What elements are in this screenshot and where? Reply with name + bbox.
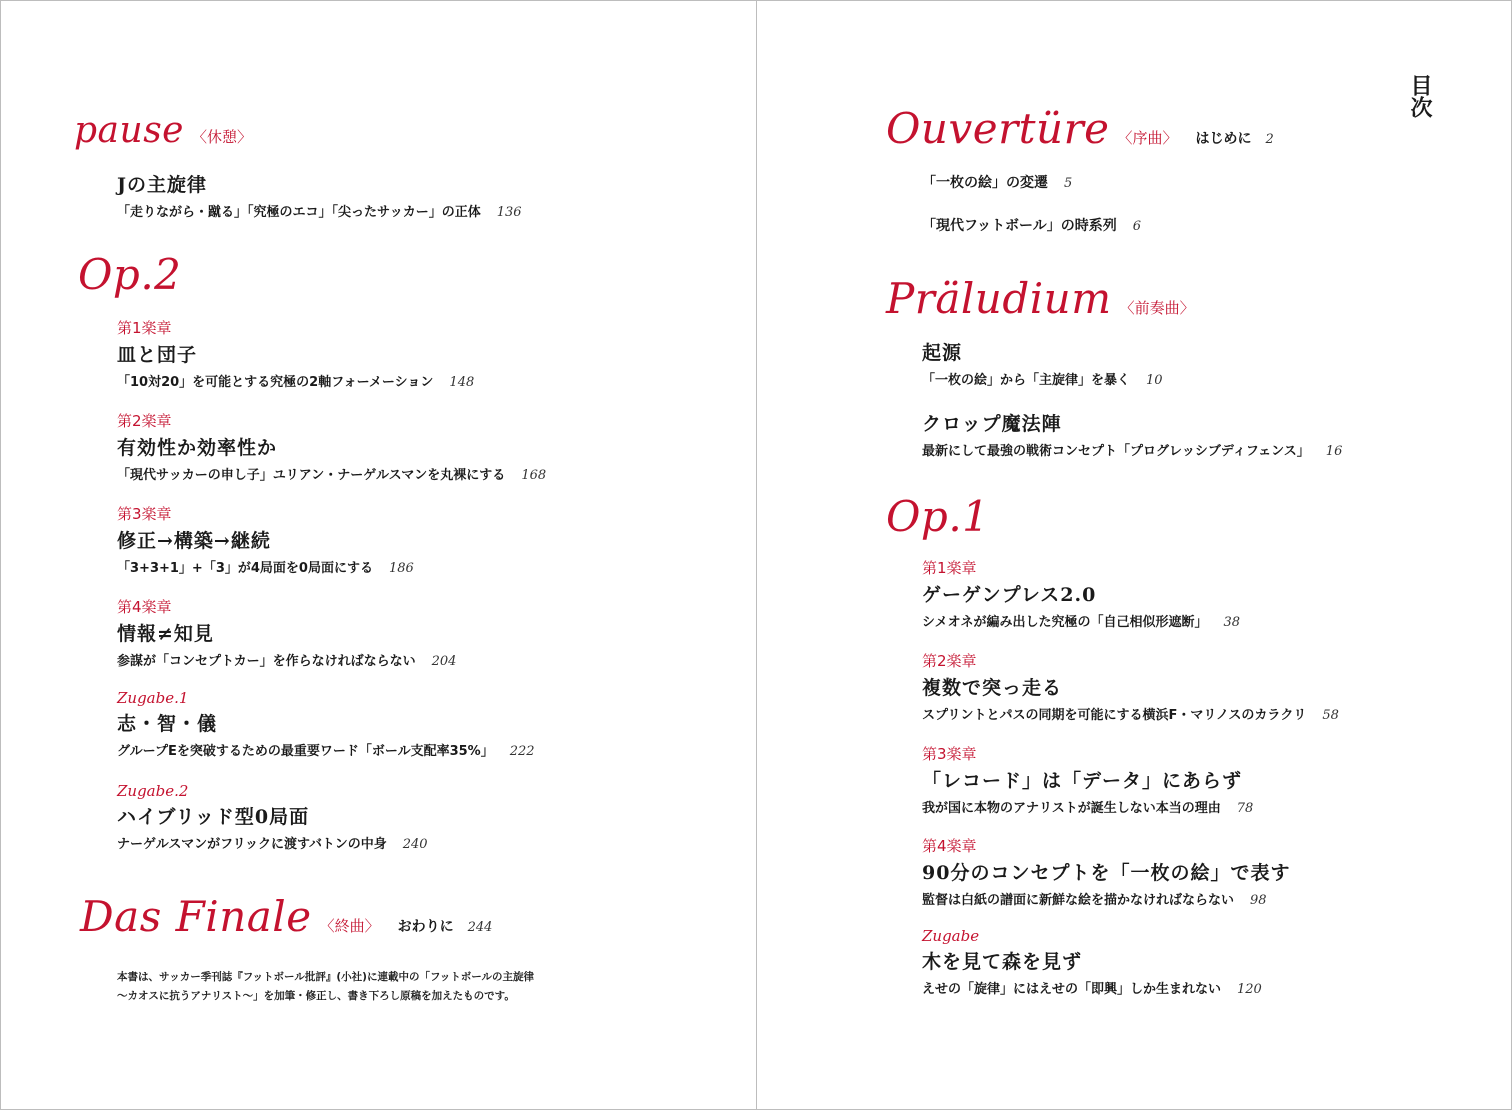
finale-label: Das Finale xyxy=(80,892,312,941)
publication-note xyxy=(117,968,534,1006)
entry-title: クロップ魔法陣 xyxy=(922,413,1062,435)
entry-subtitle-text: えせの「旋律」にはえせの「即興」しか生まれない xyxy=(922,982,1222,997)
book-gutter xyxy=(756,0,757,1110)
chapter-number: 第4楽章 xyxy=(922,837,977,855)
entry-subtitle xyxy=(922,797,1253,816)
entry-subtitle xyxy=(117,650,456,669)
op1-chapter-3 xyxy=(922,743,1253,816)
page-number: 6 xyxy=(1132,219,1142,234)
entry-title: 起源 xyxy=(922,342,963,364)
op2-chapter-2 xyxy=(117,410,546,483)
entry-title: 「レコード」は「データ」にあらず xyxy=(922,770,1243,792)
entry-title: 情報≠知見 xyxy=(117,623,214,645)
entry-subtitle xyxy=(922,889,1290,908)
contents-heading-text: 目次 xyxy=(1407,74,1433,118)
chapter-number: 第1楽章 xyxy=(922,559,977,577)
praeludium-sub: 〈前奏曲〉 xyxy=(1119,299,1195,317)
entry-title: 90分のコンセプトを「一枚の絵」で表す xyxy=(922,862,1291,884)
entry-subtitle xyxy=(922,369,1163,388)
entry-subtitle xyxy=(117,464,546,483)
entry-subtitle xyxy=(117,201,522,220)
chapter-number: Zugabe.2 xyxy=(117,782,189,800)
page-number: 204 xyxy=(431,654,457,669)
entry-subtitle-text: 監督は白紙の譜面に新鮮な絵を描かなければならない xyxy=(922,893,1235,908)
chapter-number: 第4楽章 xyxy=(117,598,172,616)
entry-subtitle xyxy=(117,740,535,759)
chapter-number: Zugabe.1 xyxy=(117,689,189,707)
op2-label: Op.2 xyxy=(78,250,182,299)
finale-heading xyxy=(80,892,492,941)
praeludium-label: Präludium xyxy=(886,274,1112,323)
page-number: 78 xyxy=(1236,801,1254,816)
op1-chapter-1 xyxy=(922,557,1240,630)
entry-subtitle xyxy=(922,978,1262,997)
overture-label: Ouvertüre xyxy=(886,104,1110,153)
contents-heading xyxy=(1406,74,1432,125)
entry-subtitle xyxy=(117,371,474,390)
op1-zugabe xyxy=(922,927,1262,997)
op1-label: Op.1 xyxy=(886,492,990,541)
page-number: 10 xyxy=(1146,373,1163,388)
entry-text: 「一枚の絵」の変遷 xyxy=(922,175,1048,191)
overture-heading xyxy=(886,104,1274,153)
entry-subtitle-text: 我が国に本物のアナリストが誕生しない本当の理由 xyxy=(922,801,1221,816)
entry-subtitle xyxy=(117,557,414,576)
page-number: 5 xyxy=(1064,176,1073,191)
entry-subtitle-text: 参謀が「コンセプトカー」を作らなければならない xyxy=(117,654,416,669)
note-line-2: 〜カオスに抗うアナリスト〜」を加筆・修正し、書き下ろし原稿を加えたものです。 xyxy=(117,990,515,1002)
entry-subtitle-text: 「10対20」を可能とする究極の2軸フォーメーション xyxy=(117,375,434,390)
entry-subtitle-text: シメオネが編み出した究極の「自己相似形遮断」 xyxy=(922,615,1208,630)
op1-chapter-2 xyxy=(922,650,1339,723)
op2-chapter-3 xyxy=(117,503,414,576)
chapter-number: 第3楽章 xyxy=(117,505,172,523)
pause-label: pause xyxy=(74,110,184,151)
entry-subtitle xyxy=(922,440,1342,459)
page-number: 120 xyxy=(1237,982,1262,997)
page-border-left xyxy=(0,0,1,1110)
chapter-number: 第3楽章 xyxy=(922,745,977,763)
page-number: 136 xyxy=(496,205,522,220)
chapter-number: 第2楽章 xyxy=(922,652,977,670)
page-number: 244 xyxy=(467,920,493,935)
page-number: 98 xyxy=(1250,893,1267,908)
entry-subtitle-text: 「現代サッカーの申し子」ユリアン・ナーゲルスマンを丸裸にする xyxy=(117,468,506,483)
entry-subtitle-text: 「3+3+1」+「3」が4局面を0局面にする xyxy=(117,561,373,576)
op1-heading xyxy=(886,492,989,541)
page-number: 148 xyxy=(449,375,475,390)
praeludium-heading xyxy=(886,274,1195,323)
entry-subtitle-text: グループEを突破するための最重要ワード「ボール支配率35%」 xyxy=(117,744,494,759)
entry-text: 「現代フットボール」の時系列 xyxy=(922,218,1117,234)
overture-extra: はじめに xyxy=(1195,131,1252,147)
entry-subtitle xyxy=(117,833,428,852)
page-number: 168 xyxy=(521,468,547,483)
note-line-1: 本書は、サッカー季刊誌『フットボール批評』(小社)に連載中の「フットボールの主旋律 xyxy=(117,971,534,983)
finale-sub: 〈終曲〉 xyxy=(319,917,380,935)
entry-title: ゲーゲンプレス2.0 xyxy=(922,584,1097,606)
page-number: 186 xyxy=(388,561,414,576)
entry-subtitle xyxy=(922,611,1240,630)
entry-title: 皿と団子 xyxy=(117,344,198,366)
page-number: 58 xyxy=(1322,708,1339,723)
op2-chapter-4 xyxy=(117,596,456,669)
overture-sub: 〈序曲〉 xyxy=(1117,129,1178,147)
entry-subtitle-text: 最新にして最強の戦術コンセプト「プログレッシブディフェンス」 xyxy=(922,444,1310,459)
entry-title: 志・智・儀 xyxy=(117,713,218,735)
entry-title: Jの主旋律 xyxy=(117,174,207,196)
entry-title: ハイブリッド型0局面 xyxy=(117,806,310,828)
chapter-number: Zugabe xyxy=(922,927,980,945)
chapter-number: 第2楽章 xyxy=(117,412,172,430)
page-number: 2 xyxy=(1265,132,1274,147)
entry-title: 有効性か効率性か xyxy=(117,437,278,459)
chapter-number: 第1楽章 xyxy=(117,319,172,337)
entry-title: 木を見て森を見ず xyxy=(922,951,1083,973)
overture-entry-2 xyxy=(922,215,1141,235)
op2-chapter-1 xyxy=(117,317,474,390)
entry-subtitle-text: ナーゲルスマンがフリックに渡すバトンの中身 xyxy=(117,837,387,852)
page-number: 240 xyxy=(402,837,428,852)
pause-entry xyxy=(117,168,522,220)
entry-subtitle-text: スプリントとパスの同期を可能にする横浜F・マリノスのカラクリ xyxy=(922,708,1307,723)
op2-zugabe-1 xyxy=(117,689,535,759)
entry-subtitle-text: 「走りながら・蹴る」「究極のエコ」「尖ったサッカー」の正体 xyxy=(117,205,481,220)
page-number: 16 xyxy=(1325,444,1343,459)
finale-extra: おわりに xyxy=(397,919,454,935)
op2-heading xyxy=(78,250,181,299)
entry-subtitle xyxy=(922,704,1339,723)
praeludium-entry-2 xyxy=(922,407,1342,459)
pause-sub: 〈休憩〉 xyxy=(191,128,252,146)
entry-title: 複数で突っ走る xyxy=(922,677,1063,699)
entry-title: 修正→構築→継続 xyxy=(117,530,271,552)
entry-subtitle-text: 「一枚の絵」から「主旋律」を暴く xyxy=(922,373,1131,388)
praeludium-entry-1 xyxy=(922,336,1163,388)
pause-heading xyxy=(74,110,252,151)
overture-entry-1 xyxy=(922,172,1072,192)
page-number: 38 xyxy=(1223,615,1241,630)
op2-zugabe-2 xyxy=(117,782,428,852)
page-number: 222 xyxy=(509,744,535,759)
op1-chapter-4 xyxy=(922,835,1290,908)
